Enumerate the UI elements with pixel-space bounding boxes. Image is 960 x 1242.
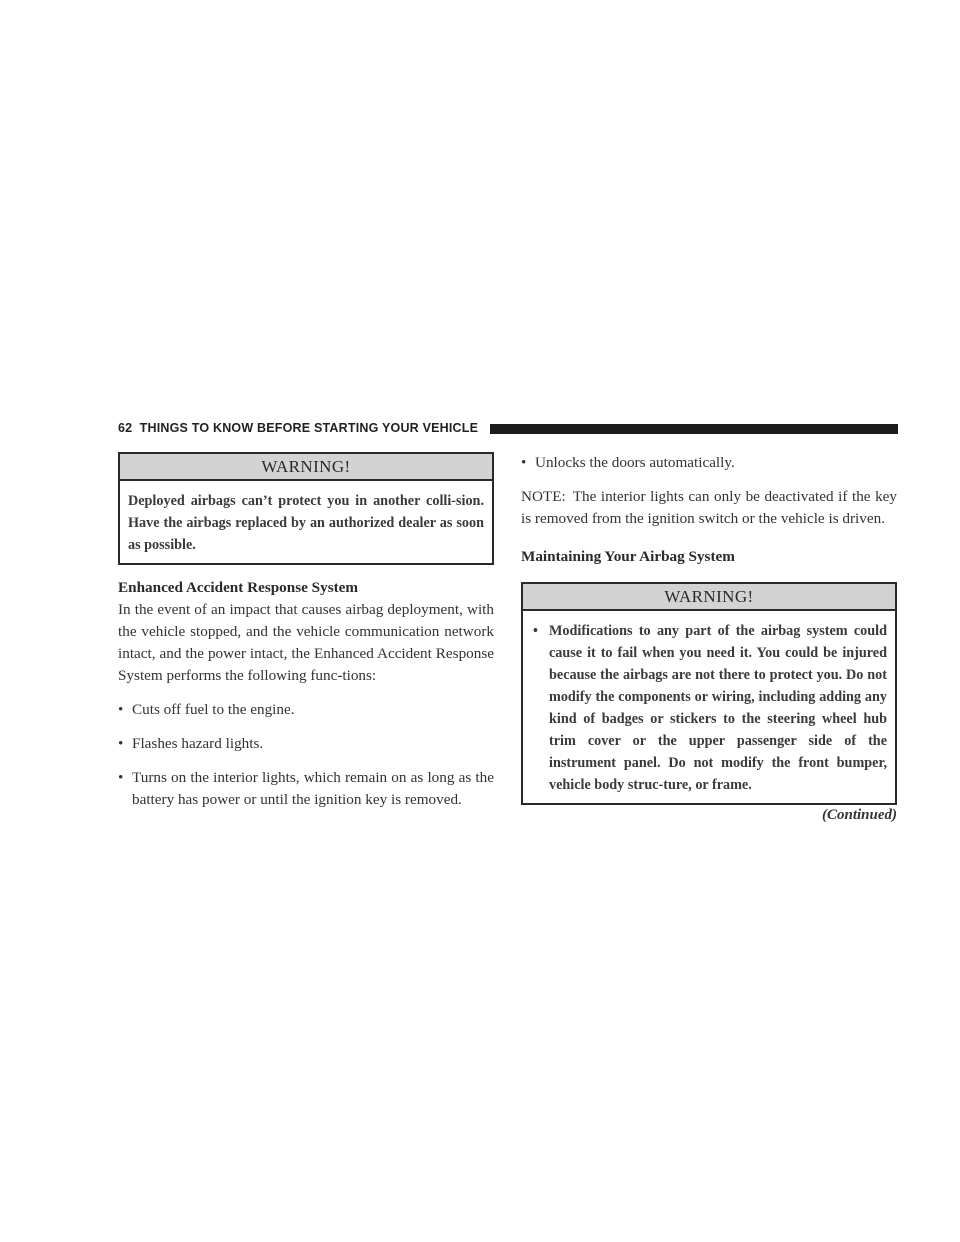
warning-body <box>523 611 895 803</box>
note-label: NOTE: <box>521 488 566 505</box>
bullet-dot-icon: • <box>118 735 124 752</box>
bullet-dot-icon: • <box>118 701 124 718</box>
bullet-text: Turns on the interior lights, which remain on as long as the battery has power or until the ignition key is removed. <box>132 769 494 808</box>
note-paragraph <box>521 486 897 530</box>
page-header-text <box>118 421 478 435</box>
warning-text: Deployed airbags can’t protect you in another colli-sion. Have the airbags replaced by an authorized dealer as soon as possible. <box>128 493 484 553</box>
header-rule <box>490 424 898 434</box>
bullet-item <box>521 452 897 474</box>
bullet-item <box>118 767 494 811</box>
right-column <box>521 452 897 824</box>
left-column <box>118 452 494 811</box>
page-number: 62 <box>118 421 133 435</box>
warning-box-modifications <box>521 582 897 805</box>
paragraph-ears: In the event of an impact that causes airbag deployment, with the vehicle stopped, and the vehicle communication network intact, and the power intact, the Enhanced Accident Response System performs the following func-tions: <box>118 601 494 684</box>
warning-title: WARNING! <box>120 454 492 481</box>
page-header <box>118 418 898 440</box>
bullet-text: Cuts off fuel to the engine. <box>132 701 295 718</box>
bullet-dot-icon: • <box>533 623 538 639</box>
subheading-maintaining-airbag: Maintaining Your Airbag System <box>521 548 735 565</box>
warning-box-deployed-airbags <box>118 452 494 565</box>
bullet-item <box>118 699 494 721</box>
bullet-text: Unlocks the doors automatically. <box>535 454 735 471</box>
bullet-text: Flashes hazard lights. <box>132 735 264 752</box>
continued-label: (Continued) <box>821 807 897 823</box>
section-title: THINGS TO KNOW BEFORE STARTING YOUR VEHICLE <box>139 421 479 435</box>
bullet-item <box>118 733 494 755</box>
subheading-enhanced-accident-response: Enhanced Accident Response System <box>118 579 359 596</box>
note-text: The interior lights can only be deactivated if the key is removed from the ignition switch or the vehicle is driven. <box>521 488 897 527</box>
warning-bullet-item <box>533 620 887 796</box>
bullet-dot-icon: • <box>118 769 124 786</box>
bullet-dot-icon: • <box>521 454 527 471</box>
warning-bullet-text: Modifications to any part of the airbag system could cause it to fail when you need it. You could be injured because the airbags are not there to protect you. Do not modify the components or wiring, including adding any kind of badges or stickers to the steering wheel hub trim cover or the upper passenger side of the instrument panel. Do not modify the front bumper, vehicle body struc-ture, or frame. <box>549 623 887 793</box>
warning-title: WARNING! <box>523 584 895 611</box>
